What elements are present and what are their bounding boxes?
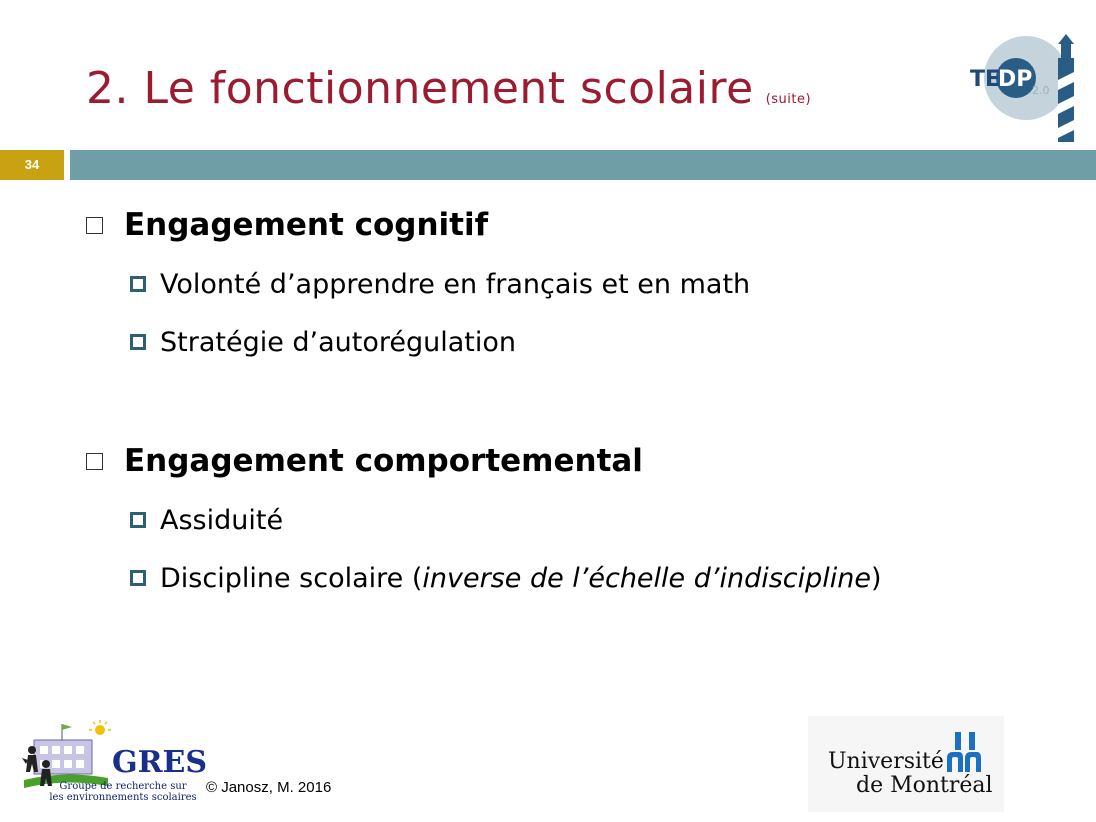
copyright-text: © Janosz, M. 2016	[206, 779, 332, 796]
list-item	[130, 264, 750, 304]
list-item-text: Stratégie d’autorégulation	[160, 326, 517, 358]
list-item	[130, 322, 516, 362]
list-item-text-italic: inverse de l’échelle d’indiscipline	[422, 562, 871, 594]
square-bullet-icon	[130, 276, 146, 292]
list-item-text-prefix: Discipline scolaire (	[160, 562, 423, 594]
hollow-square-bullet-icon	[86, 453, 103, 470]
list-item-text: Assiduité	[160, 504, 284, 536]
tedp-text-version: 2.0	[1032, 84, 1050, 97]
udem-emblem-icon	[945, 732, 989, 774]
square-bullet-icon	[130, 570, 146, 586]
list-item-text-suffix: )	[871, 562, 882, 594]
gres-caption-line2: les environnements scolaires	[49, 792, 197, 803]
section-heading-comportemental	[86, 439, 643, 483]
section-heading-cognitif	[86, 203, 488, 247]
slide-title-text: 2. Le fonctionnement scolaire	[86, 63, 754, 114]
square-bullet-icon	[130, 512, 146, 528]
gres-logo-name: GRES	[112, 745, 208, 780]
section-heading-text: Engagement comportemental	[124, 443, 643, 479]
gres-caption-line1: Groupe de recherche sur	[59, 781, 187, 792]
hollow-square-bullet-icon	[86, 217, 103, 234]
slide-number: 34	[0, 150, 64, 180]
square-bullet-icon	[130, 334, 146, 350]
list-item-text: Volonté d’apprendre en français et en math	[160, 268, 751, 300]
tedp-text-te: TE	[970, 67, 1001, 92]
sun-icon	[89, 720, 111, 735]
udem-name-line1: Université	[828, 749, 944, 774]
list-item-text	[160, 563, 882, 594]
gres-caption	[48, 781, 198, 803]
list-item	[130, 500, 283, 540]
tedp-text-dp: DP	[998, 67, 1033, 92]
slide-title-suffix: (suite)	[765, 92, 812, 107]
list-item	[130, 558, 882, 598]
section-heading-text: Engagement cognitif	[124, 207, 489, 243]
udem-name-line2: de Montréal	[856, 773, 993, 798]
